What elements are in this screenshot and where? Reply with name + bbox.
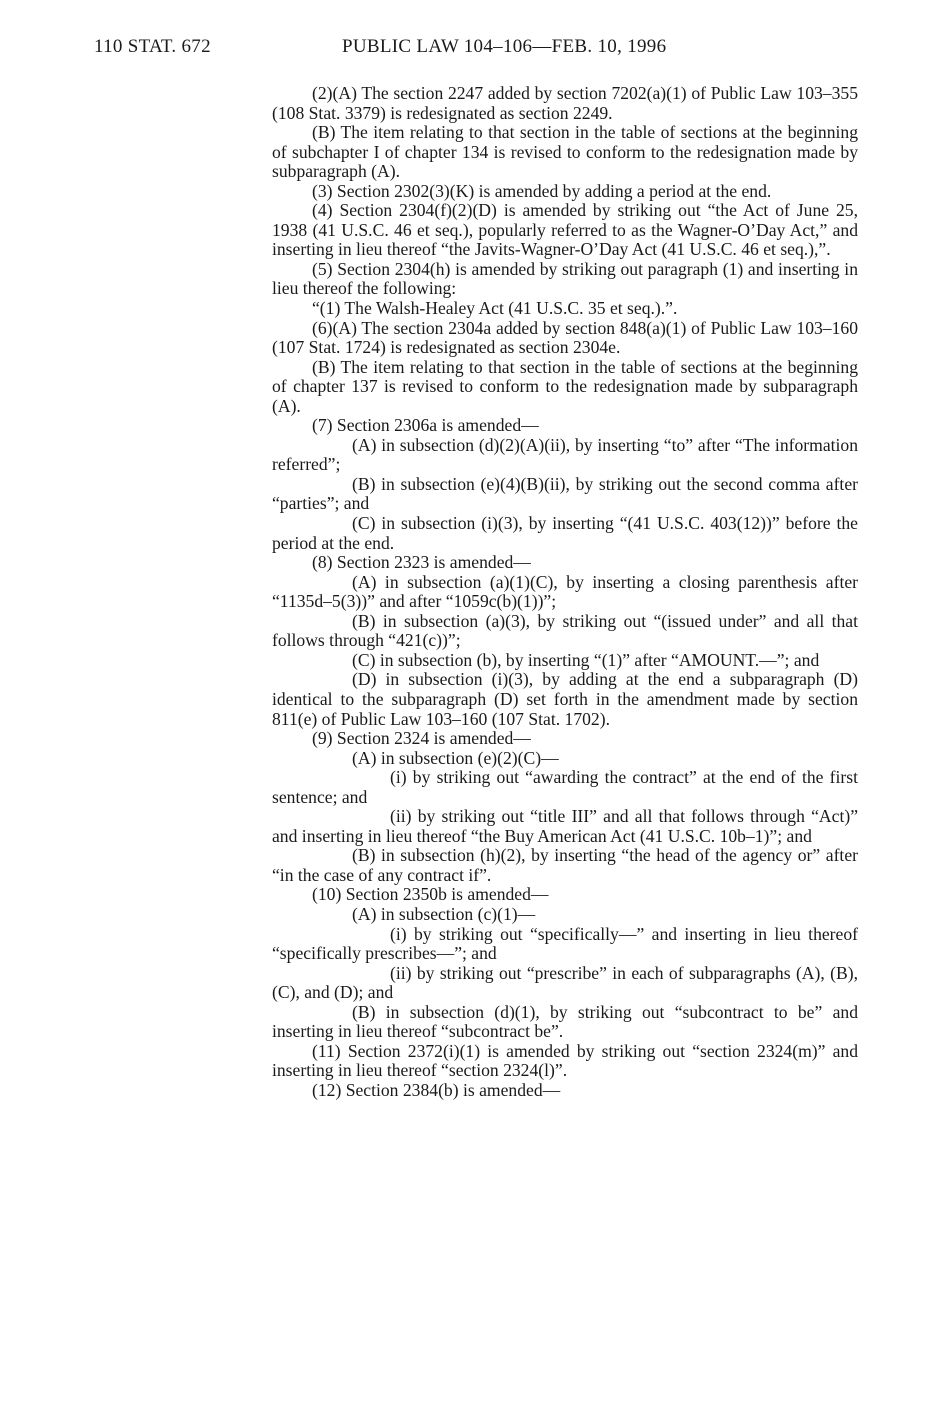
paragraph-7c: (C) in subsection (i)(3), by inserting “(41 U.S.C. 403(12))” before the period at the end.: [272, 513, 858, 553]
public-law-title: PUBLIC LAW 104–106—FEB. 10, 1996: [342, 36, 667, 57]
paragraph-8: (8) Section 2323 is amended—: [312, 552, 531, 573]
paragraph-6b: (B) The item relating to that section in the table of sections at the beginning of chapter 137 is revised to conform to the redesignation made by subparagraph (A).: [272, 356, 858, 416]
paragraph-4: (4) Section 2304(f)(2)(D) is amended by striking out “the Act of June 25, 1938 (41 U.S.C. 46 et seq.), popularly referred to as the Wagner-O’Day Act,” and inserting in lieu thereof “the Javits-Wagner-O’Day Act (41 U.S.C. 46 et seq.),”.: [272, 200, 858, 260]
paragraph-6a: (6)(A) The section 2304a added by section 848(a)(1) of Public Law 103–160 (107 Stat. 1724) is redesignated as section 2304e.: [272, 317, 858, 358]
paragraph-11: (11) Section 2372(i)(1) is amended by striking out “section 2324(m)” and inserting in lieu thereof “section 2324(l)”.: [272, 1040, 858, 1081]
paragraph-2b: (B) The item relating to that section in the table of sections at the beginning of subchapter I of chapter 134 is revised to conform to the redesignation made by subparagraph (A).: [272, 122, 858, 182]
running-head: [94, 36, 854, 64]
paragraph-2a: (2)(A) The section 2247 added by section 7202(a)(1) of Public Law 103–355 (108 Stat. 3379) is redesignated as section 2249.: [272, 83, 858, 123]
paragraph-7: (7) Section 2306a is amended—: [312, 415, 539, 436]
paragraph-10a-ii: (ii) by striking out “prescribe” in each of subparagraphs (A), (B), (C), and (D); and: [272, 962, 858, 1003]
paragraph-7b: (B) in subsection (e)(4)(B)(ii), by striking out the second comma after “parties”; and: [272, 473, 858, 514]
paragraph-10: (10) Section 2350b is amended—: [312, 884, 549, 905]
statute-page-reference: 110 STAT. 672: [94, 36, 211, 57]
paragraph-8a: (A) in subsection (a)(1)(C), by inserting a closing parenthesis after “1135d–5(3))” and after “1059c(b)(1))”;: [272, 571, 858, 612]
paragraph-7a: (A) in subsection (d)(2)(A)(ii), by inserting “to” after “The information referred”;: [272, 434, 858, 475]
paragraph-8b: (B) in subsection (a)(3), by striking out “(issued under” and all that follows through “421(c))”;: [272, 610, 858, 651]
paragraph-10a-i: (i) by striking out “specifically—” and inserting in lieu thereof “specifically prescribes—”; and: [272, 923, 858, 964]
paragraph-9b: (B) in subsection (h)(2), by inserting “the head of the agency or” after “in the case of any contract if”.: [272, 845, 858, 885]
paragraph-8c: (C) in subsection (b), by inserting “(1)” after “AMOUNT.—”; and: [352, 649, 820, 670]
paragraph-12: (12) Section 2384(b) is amended—: [312, 1079, 561, 1100]
paragraph-8d: (D) in subsection (i)(3), by adding at the end a subparagraph (D) identical to the subparagraph (D) set forth in the amendment made by section 811(e) of Public Law 103–160 (107 Stat. 1702).: [272, 669, 858, 729]
paragraph-9a-ii: (ii) by striking out “title III” and all that follows through “Act)” and inserting in lieu thereof “the Buy American Act (41 U.S.C. 10b–1)”; and: [272, 806, 858, 846]
paragraph-10b: (B) in subsection (d)(1), by striking out “subcontract to be” and inserting in lieu thereof “subcontract be”.: [272, 1001, 858, 1042]
paragraph-10a: (A) in subsection (c)(1)—: [352, 903, 536, 924]
paragraph-5: (5) Section 2304(h) is amended by striking out paragraph (1) and inserting in lieu thereof the following:: [272, 258, 858, 299]
paragraph-9a-i: (i) by striking out “awarding the contract” at the end of the first sentence; and: [272, 767, 858, 807]
paragraph-5-quoted: “(1) The Walsh-Healey Act (41 U.S.C. 35 et seq.).”.: [312, 298, 678, 319]
body-text: [272, 84, 858, 1100]
paragraph-3: (3) Section 2302(3)(K) is amended by adding a period at the end.: [312, 180, 772, 201]
paragraph-9a: (A) in subsection (e)(2)(C)—: [352, 747, 559, 768]
paragraph-9: (9) Section 2324 is amended—: [312, 728, 531, 749]
